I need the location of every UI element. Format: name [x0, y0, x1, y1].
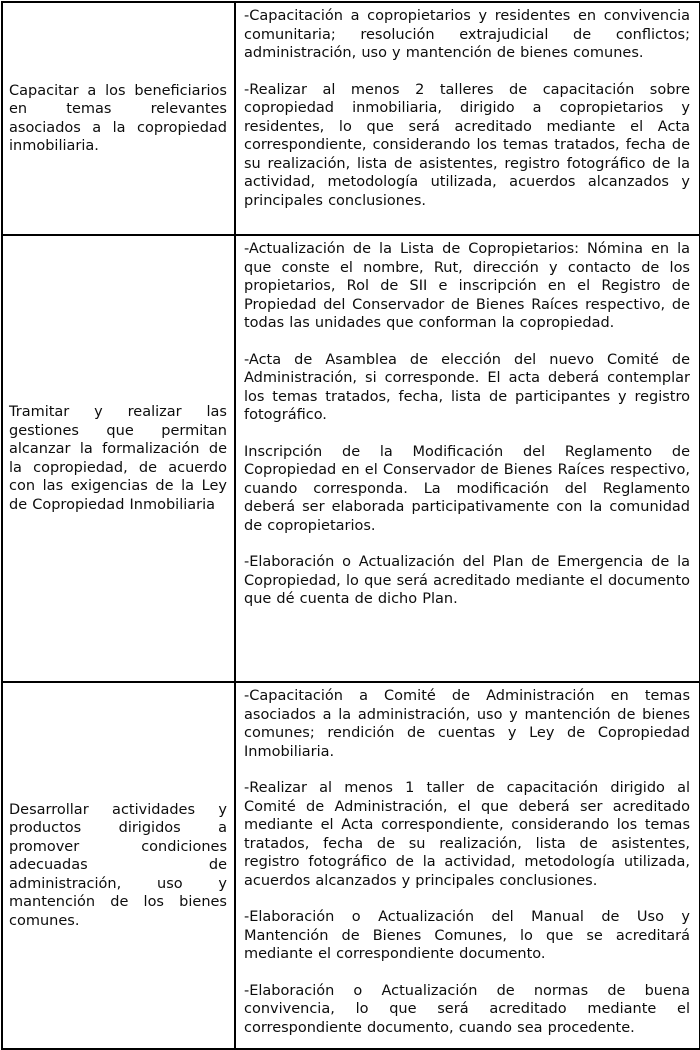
- objective-cell: [2, 682, 235, 1049]
- activities-cell: [235, 2, 700, 235]
- objective-cell: [2, 2, 235, 235]
- objective-text: Capacitar a los beneficiarios en temas relevantes asociados a la copropiedad inmobiliaria.: [9, 82, 227, 154]
- activity-paragraph: -Actualización de la Lista de Copropietarios: Nómina en la que conste el nombre, Rut, dirección y contacto de los propietarios, Rol de SII e inscripción en el Registro de Propiedad del Conservador de Bienes Raíces respectivo, de todas las unidades que conforman la copropiedad.: [244, 241, 690, 331]
- table-row: [2, 2, 700, 235]
- activity-paragraph: -Acta de Asamblea de elección del nuevo Comité de Administración, si corresponde. El acta deberá contemplar los temas tratados, fecha, lista de participantes y registro fotográfico.: [244, 351, 690, 423]
- activity-paragraph: Inscripción de la Modificación del Reglamento de Copropiedad en el Conservador de Bienes Raíces respectivo, cuando corresponda. La modificación del Reglamento deberá ser elaborada participativamente con la comunidad de copropietarios.: [244, 443, 690, 534]
- activity-paragraph: -Elaboración o Actualización del Plan de Emergencia de la Copropiedad, lo que será acreditado mediante el documento que dé cuenta de dicho Plan.: [244, 554, 690, 607]
- activity-paragraph: -Elaboración o Actualización de normas de buena convivencia, lo que será acreditado mediante el correspondiente documento, cuando sea procedente.: [244, 982, 690, 1036]
- activity-paragraph: -Capacitación a Comité de Administración en temas asociados a la administración, uso y mantención de bienes comunes; rendición de cuentas y Ley de Copropiedad Inmobiliaria.: [244, 688, 690, 760]
- table-row: [2, 682, 700, 1049]
- activities-cell: [235, 235, 700, 682]
- activity-paragraph: -Elaboración o Actualización del Manual de Uso y Mantención de Bienes Comunes, lo que se acreditará mediante el correspondiente documento.: [244, 909, 690, 962]
- activity-paragraph: -Realizar al menos 1 taller de capacitación dirigido al Comité de Administración, el que deberá ser acreditado mediante el Acta correspondiente, considerando los temas tratados, fecha de su realización, lista de asistentes, registro fotográfico de la actividad, metodología utilizada, acuerdos alcanzados y principales conclusiones.: [244, 780, 690, 889]
- activities-cell: [235, 682, 700, 1049]
- activity-paragraph: -Realizar al menos 2 talleres de capacitación sobre copropiedad inmobiliaria, dirigido a copropietarios y residentes, lo que será acreditado mediante el Acta correspondiente, considerando los temas tratados, fecha de su realización, lista de asistentes, registro fotográfico de la actividad, metodología utilizada, acuerdos alcanzados y principales conclusiones.: [244, 81, 690, 209]
- activity-paragraph: -Capacitación a copropietarios y residentes en convivencia comunitaria; resolución extrajudicial de conflictos; administración, uso y mantención de bienes comunes.: [244, 8, 690, 61]
- objective-text: Tramitar y realizar las gestiones que permitan alcanzar la formalización de la copropiedad, de acuerdo con las exigencias de la Ley de Copropiedad Inmobiliaria: [9, 404, 227, 513]
- objective-cell: [2, 235, 235, 682]
- objectives-activities-table: [1, 1, 700, 1050]
- table-row: [2, 235, 700, 682]
- objective-text: Desarrollar actividades y productos dirigidos a promover condiciones adecuadas de administración, uso y mantención de los bienes comunes.: [9, 801, 227, 929]
